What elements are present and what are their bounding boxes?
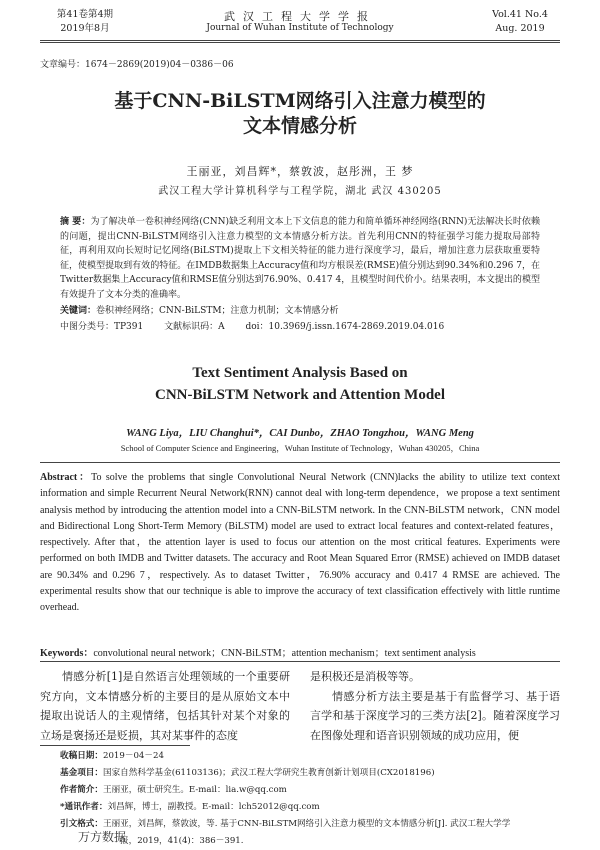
issue-info-en — [480, 8, 560, 36]
footnote-value: 2019－04－24 — [102, 751, 164, 761]
abstract-bottom-rule — [40, 661, 560, 662]
journal-name-en: Journal of Wuhan Institute of Technology — [206, 23, 394, 33]
classification-row — [60, 319, 540, 332]
footnote-author — [60, 782, 560, 799]
affiliation-cn: 武汉工程大学计算机科学与工程学院，湖北 武汉 430205 — [158, 186, 442, 197]
title-en-line2: CNN-BiLSTM Network and Attention Model — [154, 387, 445, 403]
abstract-top-rule — [40, 462, 560, 463]
article-number: 文章编号：1674－2869(2019)04－0386－06 — [40, 60, 234, 70]
doi: doi：10.3969/j.issn.1674-2869.2019.04.016 — [245, 322, 445, 332]
footnote-value: 王丽亚，硕士研究生。E-mail：lia.w@qq.com — [102, 785, 287, 795]
body-paragraph: 情感分析[1]是自然语言处理领域的一个重要研究方向，文本情感分析的主要目的是从原始文本中提取出说话人的主观情绪，包括其针对某个对象的立场是褒扬还是贬损，其对某事件的态度 — [40, 670, 290, 742]
date-cn: 2019年8月 — [60, 23, 110, 34]
authors-cn: 王丽亚，刘昌辉*，蔡敦波，赵彤洲，王 梦 — [186, 165, 414, 178]
journal-name-cn: 武汉工程大学学报 — [224, 10, 376, 23]
clc-number: 中图分类号：TP391 — [60, 322, 144, 332]
footnote-label: 基金项目： — [60, 768, 103, 778]
affiliation-en: School of Computer Science and Engineering，Wuhan Institute of Technology，Wuhan 430205，China — [120, 443, 480, 453]
keywords-cn-label: 关键词： — [60, 306, 97, 316]
body-column-right — [310, 667, 560, 745]
footnote-rule — [40, 745, 190, 746]
date-en: Aug. 2019 — [495, 23, 545, 34]
header-rule — [40, 40, 560, 41]
authors-en: WANG Liya，LIU Changhui*，CAI Dunbo，ZHAO Tongzhou，WANG Meng — [126, 428, 474, 439]
page-title-en — [40, 362, 560, 406]
body-column-left — [40, 667, 290, 745]
footnote-received — [60, 748, 560, 765]
abstract-en-label: Abstract： — [40, 472, 92, 483]
abstract-cn-text: 为了解决单一卷积神经网络(CNN)缺乏利用文本上下文信息的能力和简单循环神经网络(RNN)无法解决长时依赖的问题，提出CNN-BiLSTM网络引入注意力模型的文本情感分析方法。首先利用CNN的特征强学习能力提取局部特征，再利用双向长短时记忆网络(BiLSTM)提取上下文相关特征的能力进行深度学习，最后，增加注意力层获取重要特征，使模型提取到有效的特征。在IMDB数据集上Accuracy值和均方根误差(RMSE)值分别达到90.34%和0.296 7，在Twitter数据集上Accuracy值和RMSE值分别达到76.90%、0.417 4，且模型时间代价小。结果表明，本文提出的模型有效提升了文本分类的准确率。 — [60, 217, 540, 300]
document-code: 文献标识码：A — [164, 322, 225, 332]
body-paragraph: 情感分析方法主要是基于有监督学习、基于语言学和基于深度学习的三类方法[2]。随着深度学习在图像处理和语音识别领域的成功应用，便 — [310, 689, 560, 742]
title-cn-line2: 文本情感分析 — [242, 115, 357, 137]
volume-issue-en: Vol.41 No.4 — [492, 9, 548, 20]
keywords-cn-text: 卷积神经网络；CNN-BiLSTM；注意力机制；文本情感分析 — [96, 306, 339, 316]
footnote-citation-cont: 报，2019，41(4)：386－391. — [120, 836, 244, 846]
footnote-label: 引文格式： — [60, 819, 103, 829]
footnotes — [60, 748, 560, 850]
footnote-label: 收稿日期： — [60, 751, 103, 761]
footnote-value: 王丽亚，刘昌辉，蔡敦波，等. 基于CNN-BiLSTM网络引入注意力模型的文本情感分析[J]. 武汉工程大学学 — [102, 819, 511, 829]
watermark: 万方数据 — [78, 830, 127, 844]
title-cn-line1: 基于CNN-BiLSTM网络引入注意力模型的 — [114, 90, 486, 112]
abstract-cn — [60, 215, 540, 303]
footnote-label: 作者简介： — [60, 785, 103, 795]
abstract-en-text: To solve the problems that single Convolutional Neural Network (CNN)lacks the ability to utilize text context information and simple Recurrent Neural Network(RNN) cannot deal with long-term dependence，we propose a text sentiment analysis method by introducing the attention model into a CNN-BiLSTM network. In the CNN-BiLSTM network，CNN model and Bidirectional Long Short-Term Memory (BiLSTM) model are used to extract local features and context-related features，respectively. After that，the attention layer is used to focus our attention on the most critical features. Experiments were performed on both IMDB and Twitter datasets. The accuracy and Root Mean Squared Error (RMSE) achieved on IMDB dataset are 90.34% and 0.296 7，respectively. As to dataset Twitter，76.90% accuracy and 0.417 4 RMSE are achieved. The experimental results show that our technique is able to improve the accuracy of text classification effectively with little runtime overhead. — [40, 472, 561, 614]
keywords-cn — [60, 303, 540, 316]
body-paragraph: 是积极还是消极等等。 — [310, 670, 420, 683]
header-rule-double — [40, 42, 560, 43]
footnote-value: 国家自然科学基金(61103136)；武汉工程大学研究生教育创新计划项目(CX2018196) — [102, 768, 435, 778]
footnote-value: 刘昌辉，博士，副教授。E-mail：lch52012@qq.com — [107, 802, 320, 812]
keywords-en-text: convolutional neural network；CNN-BiLSTM；attention mechanism；text sentiment analysis — [93, 648, 476, 659]
page-title-cn — [40, 89, 560, 139]
footnote-label: *通讯作者： — [60, 802, 108, 812]
keywords-en-label: Keywords： — [40, 648, 94, 659]
footnote-corresponding — [60, 799, 560, 816]
keywords-en — [40, 644, 560, 659]
title-en-line1: Text Sentiment Analysis Based on — [192, 365, 408, 381]
abstract-en — [40, 470, 560, 617]
abstract-cn-label: 摘 要： — [60, 217, 91, 227]
footnote-fund — [60, 765, 560, 782]
volume-issue-cn: 第41卷第4期 — [56, 9, 114, 20]
footnote-citation — [60, 816, 560, 833]
